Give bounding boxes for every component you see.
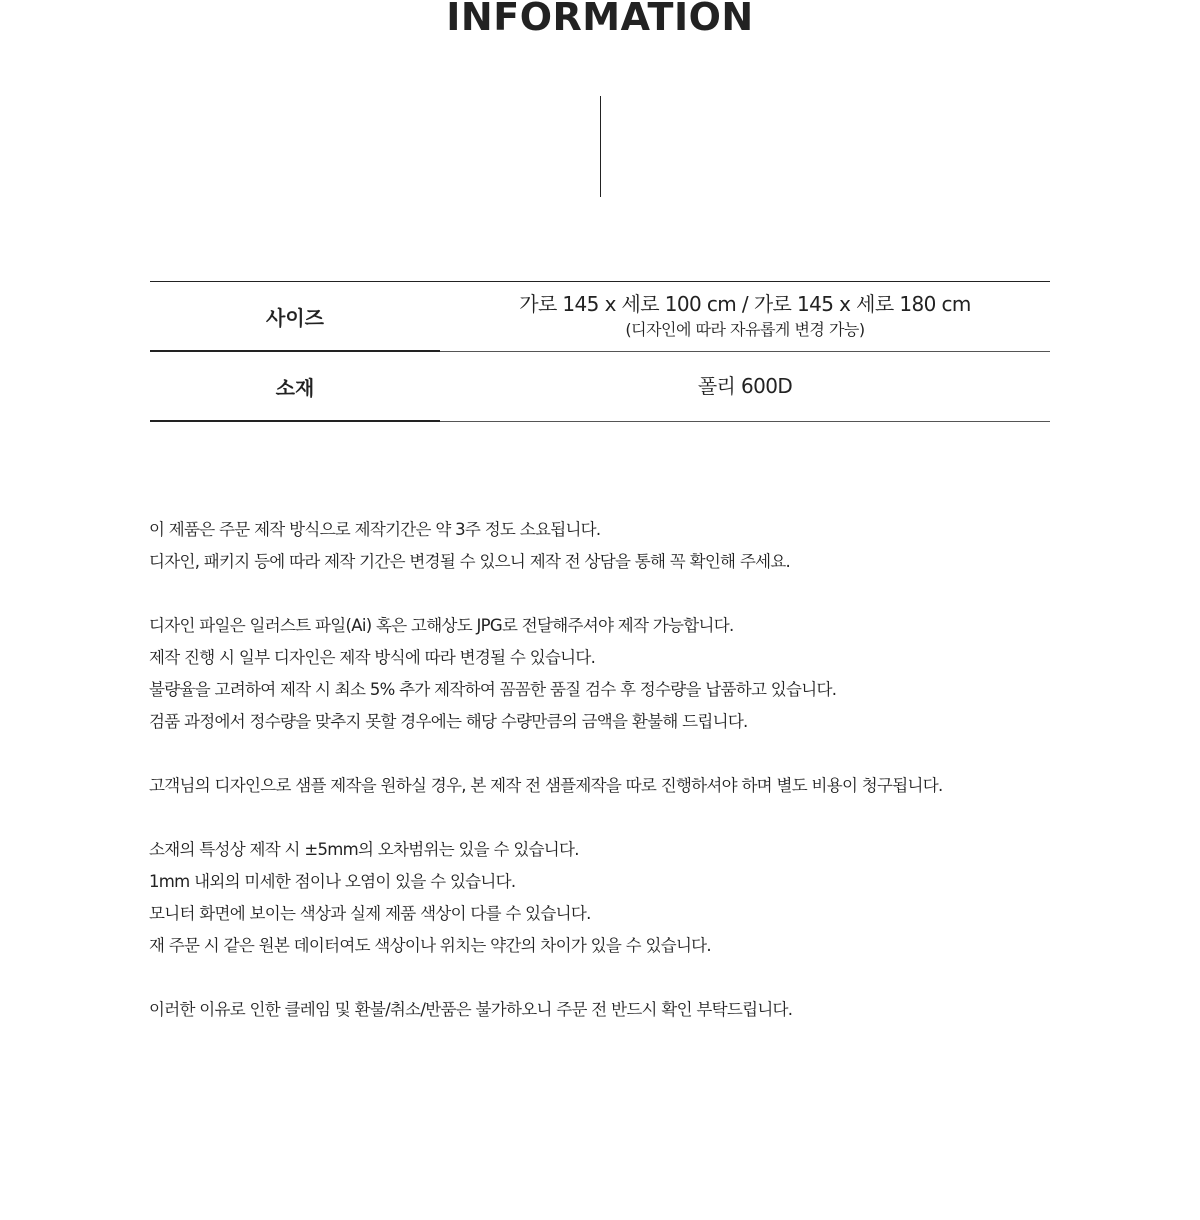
note-line: 디자인 파일은 일러스트 파일(Ai) 혹은 고해상도 JPG로 전달해주셔야 제작 가능합니다. xyxy=(149,616,734,635)
note-line: 1mm 내외의 미세한 점이나 오염이 있을 수 있습니다. xyxy=(149,872,516,891)
note-spacer xyxy=(149,962,1049,994)
spec-value-note: (디자인에 따라 자유롭게 변경 가능) xyxy=(625,320,865,339)
note-spacer xyxy=(149,738,1049,770)
note-line: 제작 진행 시 일부 디자인은 제작 방식에 따라 변경될 수 있습니다. xyxy=(149,648,596,667)
product-notes xyxy=(149,514,1049,1026)
note-line: 검품 과정에서 정수량을 맞추지 못할 경우에는 해당 수량만큼의 금액을 환불해 드립니다. xyxy=(149,712,748,731)
spec-row-size xyxy=(150,281,1050,351)
note-line: 이러한 이유로 인한 클레임 및 환불/취소/반품은 불가하오니 주문 전 반드시 확인 부탁드립니다. xyxy=(149,1000,793,1019)
note-line: 고객님의 디자인으로 샘플 제작을 원하실 경우, 본 제작 전 샘플제작을 따로 진행하셔야 하며 별도 비용이 청구됩니다. xyxy=(149,776,943,795)
note-spacer xyxy=(149,802,1049,834)
page-title: INFORMATION xyxy=(446,0,754,39)
note-line: 소재의 특성상 제작 시 ±5mm의 오차범위는 있을 수 있습니다. xyxy=(149,840,579,859)
row-divider-label xyxy=(150,420,440,422)
spec-value-cell xyxy=(440,281,1050,351)
note-line: 모니터 화면에 보이는 색상과 실제 제품 색상이 다를 수 있습니다. xyxy=(149,904,591,923)
spec-value-cell xyxy=(440,351,1050,421)
note-line: 이 제품은 주문 제작 방식으로 제작기간은 약 3주 정도 소요됩니다. xyxy=(149,520,601,539)
table-top-rule xyxy=(150,281,1050,282)
note-line: 재 주문 시 같은 원본 데이터여도 색상이나 위치는 약간의 차이가 있을 수 있습니다. xyxy=(149,936,711,955)
note-line: 불량율을 고려하여 제작 시 최소 5% 추가 제작하여 꼼꼼한 품질 검수 후 정수량을 납품하고 있습니다. xyxy=(149,680,837,699)
vertical-divider xyxy=(600,96,601,197)
note-line: 디자인, 패키지 등에 따라 제작 기간은 변경될 수 있으니 제작 전 상담을 통해 꼭 확인해 주세요. xyxy=(149,552,791,571)
spec-value: 가로 145 x 세로 100 cm / 가로 145 x 세로 180 cm xyxy=(519,292,971,316)
spec-value: 폴리 600D xyxy=(697,374,793,398)
row-divider-value xyxy=(440,421,1050,422)
spec-table xyxy=(150,281,1050,421)
spec-row-material xyxy=(150,351,1050,421)
spec-label: 사이즈 xyxy=(266,305,324,330)
spec-label: 소재 xyxy=(275,375,315,400)
note-spacer xyxy=(149,578,1049,610)
